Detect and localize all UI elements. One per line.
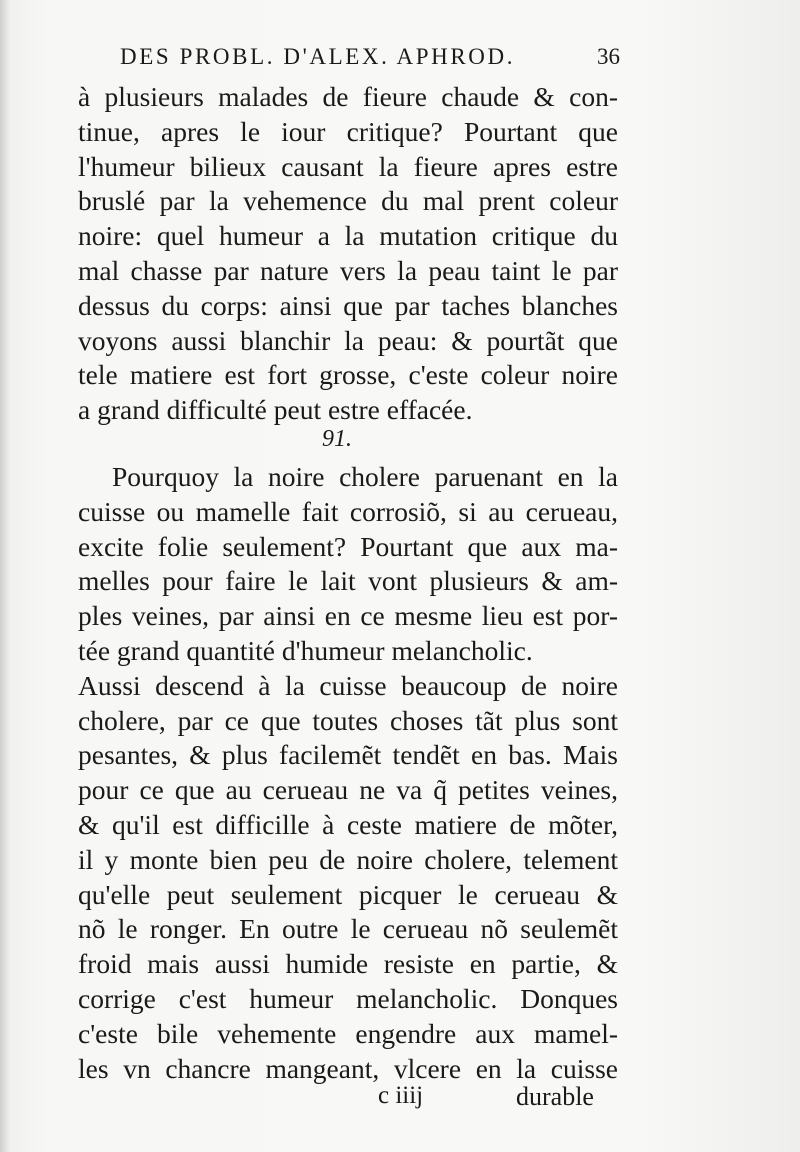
text-line: a grand difficulté peut estre effacée. <box>78 394 473 426</box>
signature-mark: c iiij <box>378 1082 424 1109</box>
text-line: dessus du corps: ainsi que par taches blanches <box>78 289 618 321</box>
text-line: excite folie seulement? Pourtant que aux ma- <box>78 530 618 562</box>
text-line: qu'elle peut seulement picquer le cerueau & <box>78 878 618 910</box>
text-line: voyons aussi blanchir la peau: & pourtãt que <box>78 324 618 356</box>
bleed-through-text <box>620 70 790 590</box>
text-line: mal chasse par nature vers la peau taint le par <box>78 254 618 286</box>
text-line: il y monte bien peu de noire cholere, telement <box>78 843 618 875</box>
section-number: 91. <box>322 426 352 452</box>
text-line: pesantes, & plus facilemẽt tendẽt en bas. Mais <box>78 739 618 771</box>
paragraph-2 <box>78 460 618 1086</box>
text-line: c'este bile vehemente engendre aux mamel- <box>78 1017 618 1049</box>
text-line: l'humeur bilieux causant la fieure apres estre <box>78 150 618 182</box>
text-line: tinue, apres le iour critique? Pourtant que <box>78 115 618 147</box>
page-gutter-shadow <box>0 0 10 1152</box>
text-line: corrige c'est humeur melancholic. Donques <box>78 982 618 1014</box>
text-line: nõ le ronger. En outre le cerueau nõ seulemẽt <box>78 913 618 945</box>
text-line: froid mais aussi humide resiste en partie, & <box>78 948 618 980</box>
text-line: cholere, par ce que toutes choses tãt plus sont <box>78 704 618 736</box>
text-line: pour ce que au cerueau ne va q̃ petites veines, <box>78 774 618 806</box>
text-line: Pourquoy la noire cholere paruenant en la <box>112 461 618 492</box>
text-line: Aussi descend à la cuisse beaucoup de noire <box>78 669 618 701</box>
text-line: à plusieurs malades de fieure chaude & con- <box>78 81 618 112</box>
text-line: & qu'il est difficille à ceste matiere de mõter, <box>78 808 618 840</box>
text-line: tée grand quantité d'humeur melancholic. <box>78 634 533 666</box>
text-line: tele matiere est fort grosse, c'este coleur noire <box>78 359 618 391</box>
page-number: 36 <box>597 44 620 69</box>
text-line: noire: quel humeur a la mutation critique du <box>78 220 618 252</box>
catchword: durable <box>516 1082 594 1111</box>
text-line: cuisse ou mamelle fait corrosiõ, si au cerueau, <box>78 495 618 527</box>
text-line: melles pour faire le lait vont plusieurs & am- <box>78 565 618 597</box>
text-line: les vn chancre mangeant, vlcere en la cuisse <box>78 1052 618 1084</box>
running-head <box>120 44 620 78</box>
running-head-title: DES PROBL. D'ALEX. APHROD. <box>120 44 516 69</box>
paragraph-1 <box>78 80 618 428</box>
text-line: bruslé par la vehemence du mal prent coleur <box>78 185 618 217</box>
text-line: ples veines, par ainsi en ce mesme lieu est por- <box>78 600 618 632</box>
